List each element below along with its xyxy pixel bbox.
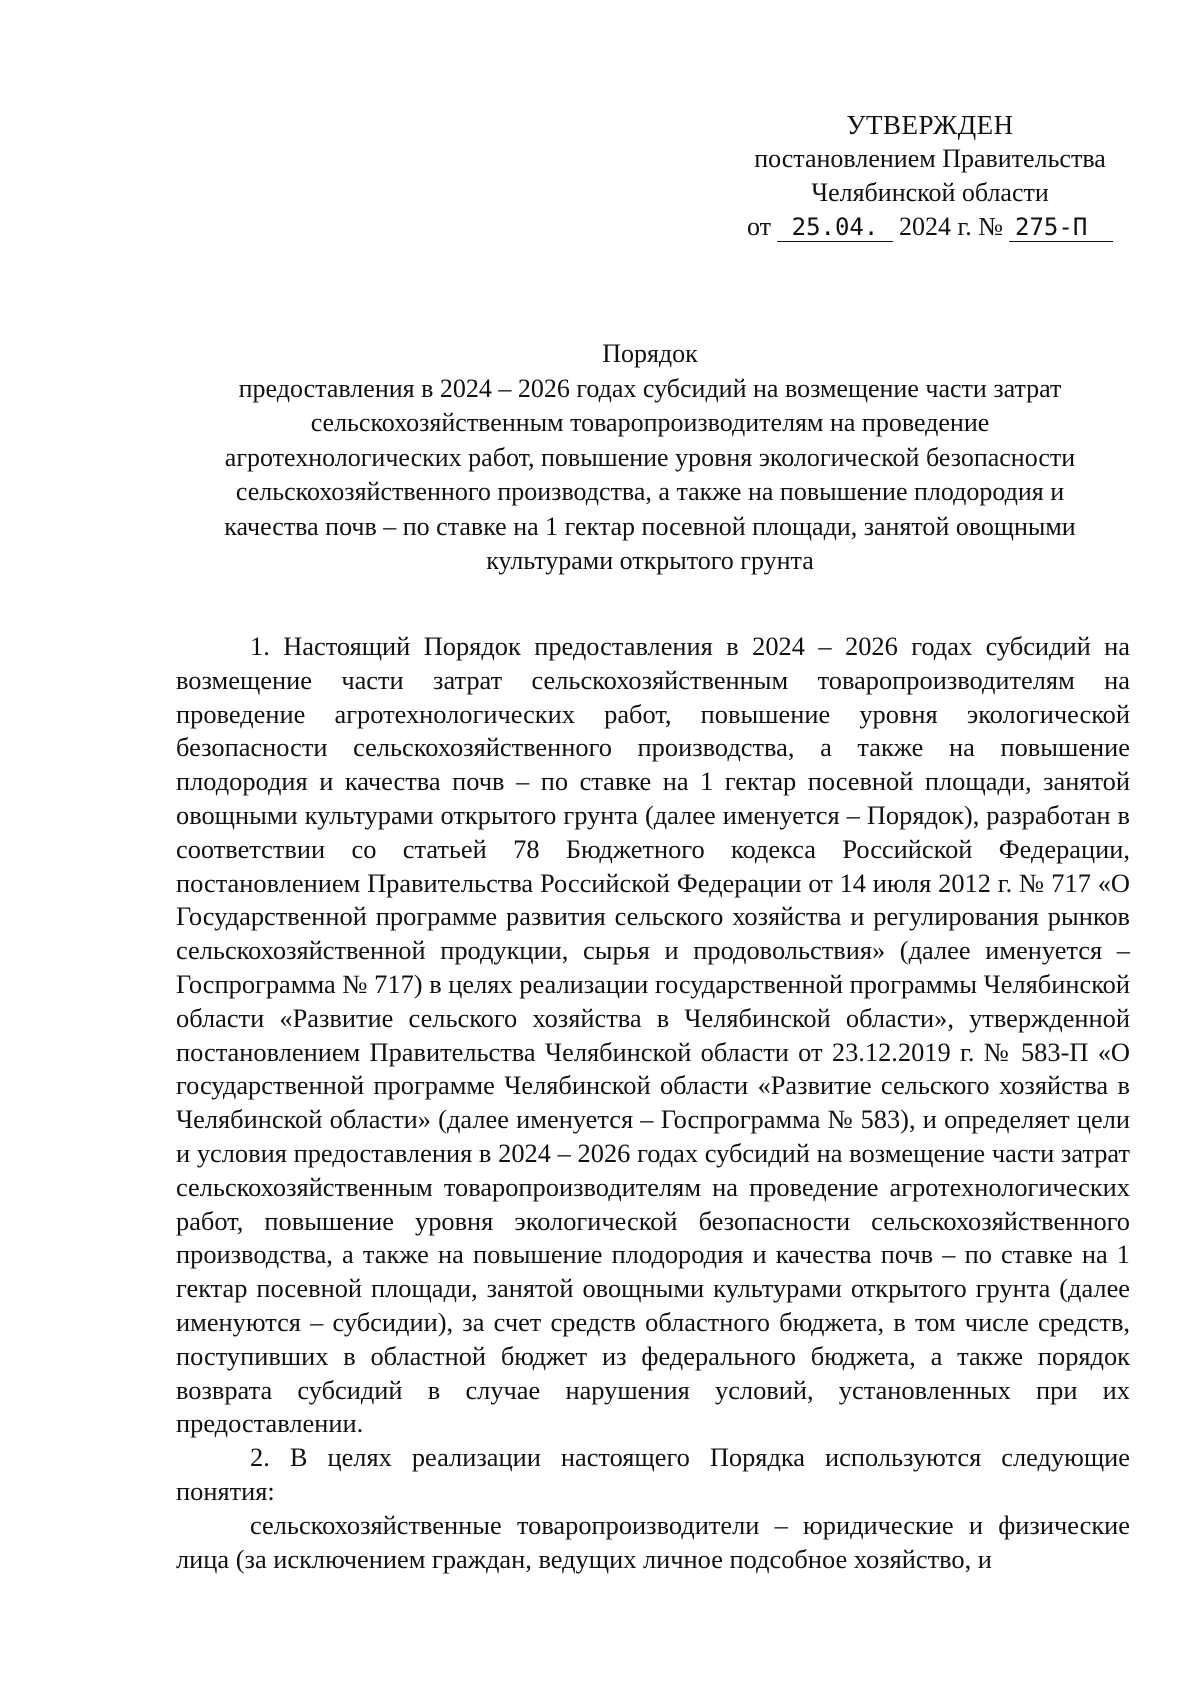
from-label: от: [746, 212, 771, 241]
heading-title: Порядок: [602, 339, 698, 368]
heading-line: сельскохозяйственного производства, а также на повышение плодородия и: [235, 477, 1065, 506]
approval-line-1: постановлением Правительства: [754, 144, 1106, 173]
paragraph-2: 2. В целях реализации настоящего Порядка используются следующие понятия:: [176, 1442, 1130, 1506]
decree-date: 25.04.: [777, 213, 893, 242]
approval-title: УТВЕРЖДЕН: [846, 110, 1014, 140]
heading-line: культурами открытого грунта: [486, 546, 814, 575]
heading-line: качества почв – по ставке на 1 гектар посевной площади, занятой овощными: [224, 511, 1076, 541]
paragraph-1: 1. Настоящий Порядок предоставления в 2024 – 2026 годах субсидий на возмещение части затрат сельскохозяйственным товаропроизводителям на проведение агротехнологических работ, повышение уровня экологической безопасности сельскохозяйственного производства, а также на повышение плодородия и качества почв – по ставке на 1 гектар посевной площади, занятой овощными культурами открытого грунта (далее именуется – Порядок), разработан в соответствии со статьей 78 Бюджетного кодекса Российской Федерации, постановлением Правительства Российской Федерации от 14 июля 2012 г. № 717 «О Государственной программе развития сельского хозяйства и регулирования рынков сельскохозяйственной продукции, сырья и продовольствия» (далее именуется – Госпрограмма № 717) в целях реализации государственной программы Челябинской области «Развитие сельского хозяйства в Челябинской области», утвержденной постановлением Правительства Челябинской области от 23.12.2019 г. № 583-П «О государственной программе Челябинской области «Развитие сельского хозяйства в Челябинской области» (далее именуется – Госпрограмма № 583), и определяет цели и условия предоставления в 2024 – 2026 годах субсидий на возмещение части затрат сельскохозяйственным товаропроизводителям на проведение агротехнологических работ, повышение уровня экологической безопасности сельскохозяйственного производства, а также на повышение плодородия и качества почв – по ставке на 1 гектар посевной площади, занятой овощными культурами открытого грунта (далее именуются – субсидии), за счет средств областного бюджета, в том числе средств, поступивших в областной бюджет из федерального бюджета, а также порядок возврата субсидий в случае нарушения условий, установленных при их предоставлении.: [176, 631, 1130, 1439]
paragraph-3: сельскохозяйственные товаропроизводители – юридические и физические лица (за исключением граждан, ведущих личное подсобное хозяйство, и: [176, 1509, 1130, 1574]
document-body: [176, 630, 1130, 1576]
approval-line-2: Челябинской области: [811, 178, 1049, 207]
decree-number: 275-П: [1009, 213, 1113, 242]
year-number-label: 2024 г. №: [898, 212, 1004, 241]
heading-line: сельскохозяйственным товаропроизводителям на проведение: [310, 408, 990, 437]
heading-line: агротехнологических работ, повышение уровня экологической безопасности: [224, 442, 1076, 472]
approval-dateline: [740, 210, 1120, 244]
approval-block: [740, 108, 1120, 244]
heading-line: предоставления в 2024 – 2026 годах субсидий на возмещение части затрат: [238, 373, 1062, 403]
document-heading: [170, 337, 1130, 579]
